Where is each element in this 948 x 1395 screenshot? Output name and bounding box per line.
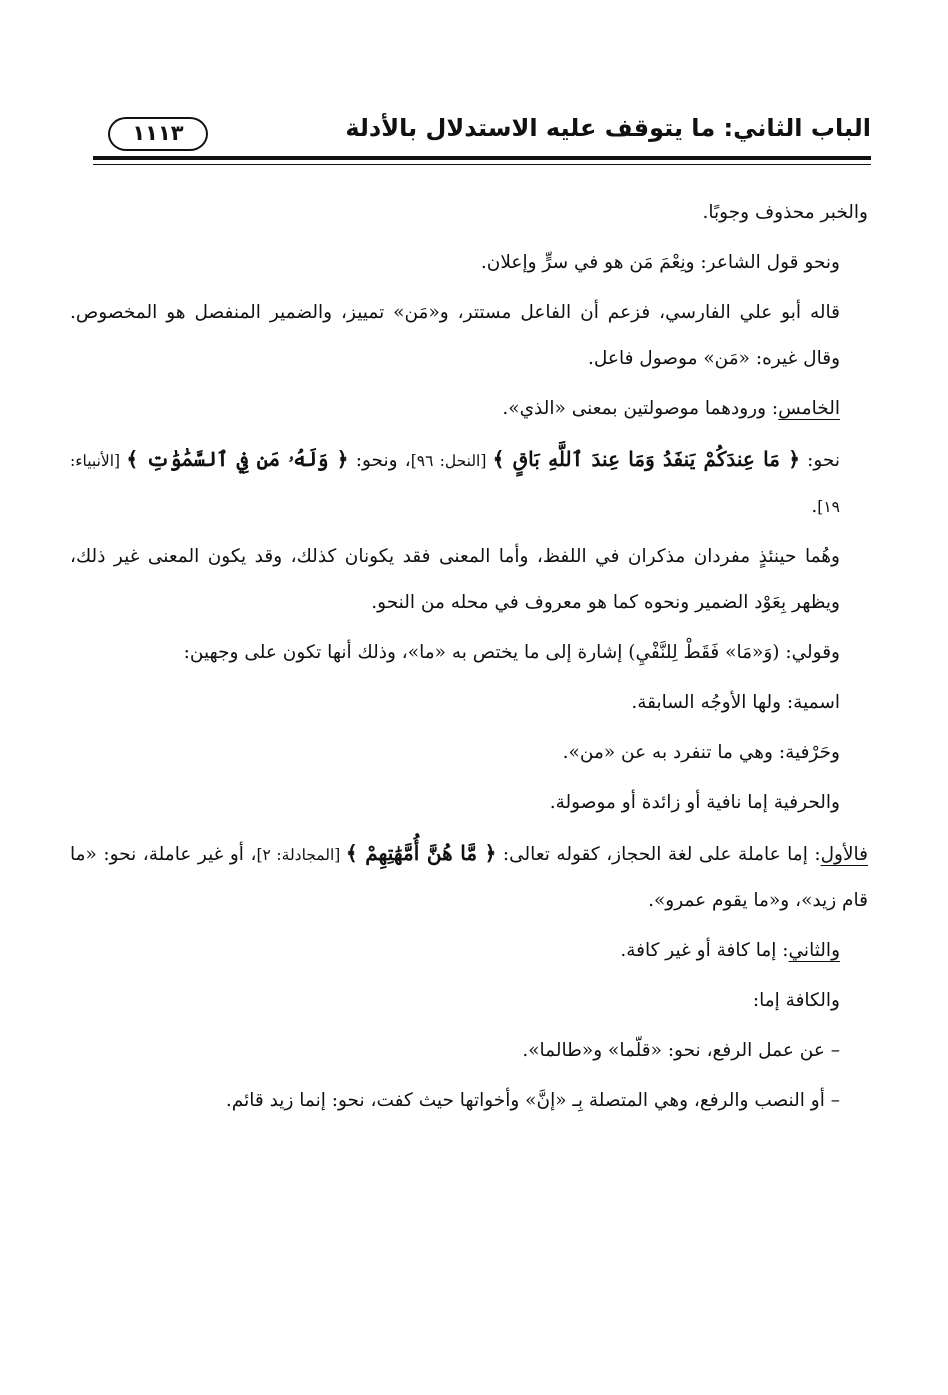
section-term: والثاني (788, 940, 840, 961)
paragraph-text: . (811, 496, 818, 517)
paragraph-text: : ورودهما موصولتين بمعنى «الذي». (502, 398, 779, 419)
verse-citation: [الأنبياء: ١٩] (70, 452, 840, 516)
list-item: – عن عمل الرفع، نحو: «قلّما» و«طالما». (522, 1040, 840, 1061)
header-rule-thick (93, 156, 871, 160)
page-number-badge (108, 117, 208, 151)
page-number: ١١١٣ (132, 121, 184, 145)
paragraph: وهُما حينئذٍ مفردان مذكران في اللفظ، وأما المعنى فقد يكونان كذلك، وقد يكون المعنى غير ذلك، ويظهر بِعَوْد الضمير ونحوه كما هو معروف في محله من النحو. (70, 546, 840, 613)
paragraph: اسمية: ولها الأوجُه السابقة. (631, 692, 840, 713)
list-item: – أو النصب والرفع، وهي المتصلة بِـ «إنَّ» وأخواتها حيث كفت، نحو: إنما زيد قائم. (225, 1090, 840, 1111)
paragraph-text: نحو: (799, 450, 840, 471)
section-term: الخامس (778, 398, 840, 419)
paragraph (70, 436, 868, 530)
paragraph-text: ، أو غير عاملة، نحو: «ما قام زيد»، و«ما يقوم عمرو». (70, 844, 868, 911)
section-term: فالأول (820, 844, 869, 865)
running-header (93, 112, 871, 156)
body-text (70, 190, 868, 1128)
paragraph-text: : إما عاملة على لغة الحجاز، كقوله تعالى: (496, 844, 821, 865)
paragraph: وحَرْفية: وهي ما تنفرد به عن «من». (562, 742, 840, 763)
verse-citation: [النحل: ٩٦] (410, 452, 493, 470)
quran-verse: ﴿ مَّا هُنَّ أُمَّهَٰتِهِمْ ﴾ (345, 841, 497, 865)
paragraph (70, 928, 868, 974)
paragraph: والخبر محذوف وجوبًا. (702, 202, 868, 223)
quran-verse: ﴿ وَلَهُۥ مَن فِي ٱلسَّمَٰوَٰتِ ﴾ (126, 447, 349, 471)
paragraph-text: : إما كافة أو غير كافة. (620, 940, 789, 961)
verse-citation: [المجادلة: ٢] (256, 846, 346, 864)
quran-verse: ﴿ مَا عِندَكُمْ يَنفَدُ وَمَا عِندَ ٱللَّهِ بَاقٍ ﴾ (492, 447, 800, 471)
paragraph (70, 830, 868, 924)
paragraph: وقولي: (وَ«مَا» فَقَطْ لِلنَّفْيِ) إشارة إلى ما يختص به «ما»، وذلك أنها تكون على وجهين: (183, 642, 840, 663)
paragraph: قاله أبو علي الفارسي، فزعم أن الفاعل مستتر، و«مَن» تمييز، والضمير المنفصل هو المخصوص. وقال غيره: «مَن» موصول فاعل. (70, 302, 840, 369)
paragraph-text: ، ونحو: (348, 450, 411, 471)
paragraph (70, 386, 868, 432)
paragraph: ونحو قول الشاعر: ونِعْمَ مَن هو في سرٍّ وإعلان. (480, 252, 840, 273)
chapter-title: الباب الثاني: ما يتوقف عليه الاستدلال بالأدلة (345, 114, 871, 142)
paragraph: والحرفية إما نافية أو زائدة أو موصولة. (549, 792, 840, 813)
paragraph: والكافة إما: (752, 990, 840, 1011)
header-rule-thin (93, 164, 871, 165)
